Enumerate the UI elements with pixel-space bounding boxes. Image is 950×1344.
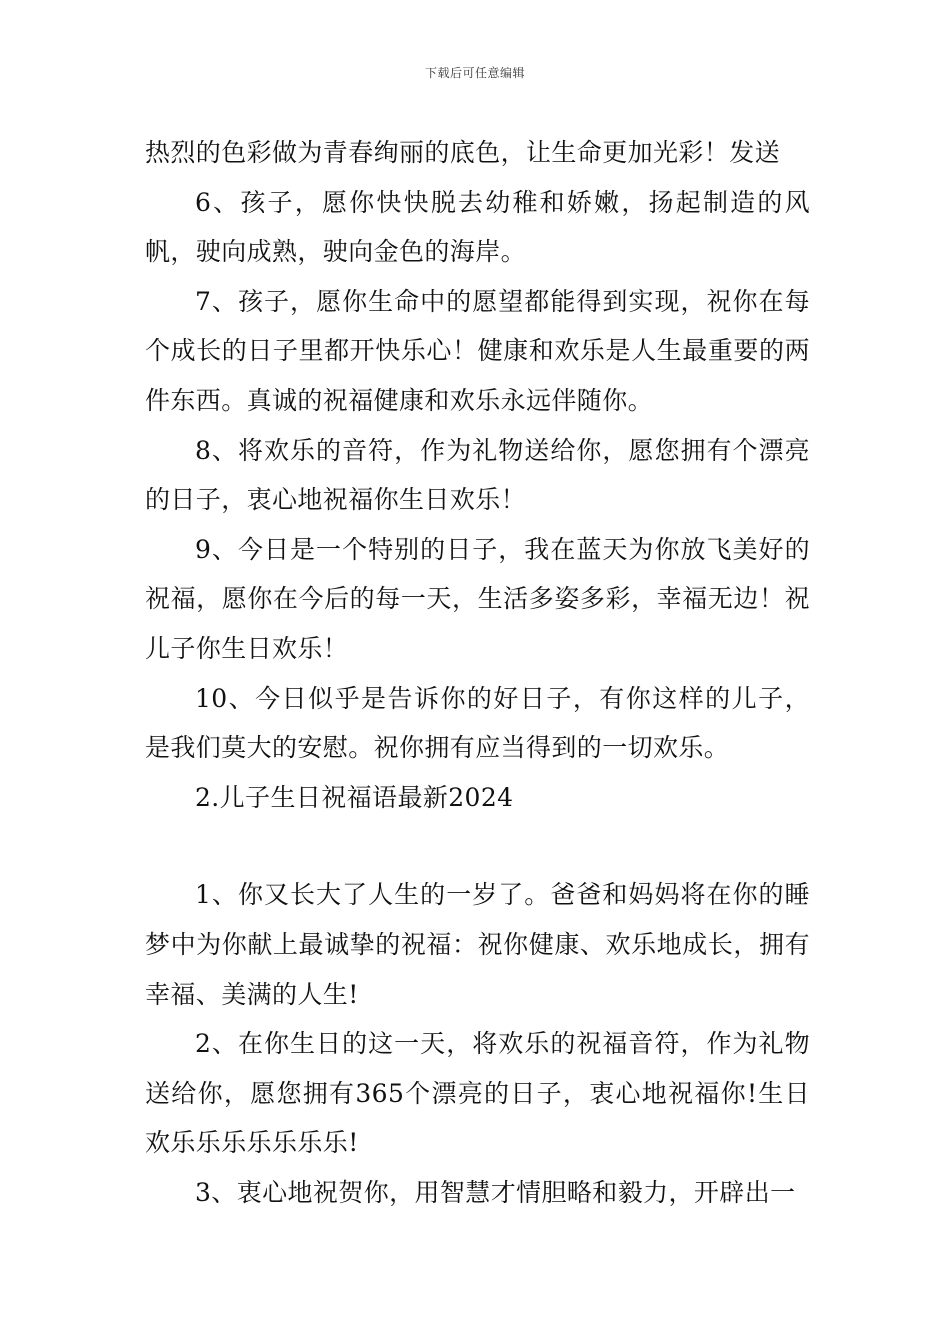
paragraph-item-1: 1、你又长大了人生的一岁了。爸爸和妈妈将在你的睡梦中为你献上最诚挚的祝福：祝你健康、欢乐地成长，拥有幸福、美满的人生! [145,880,810,1009]
paragraph-item-2: 2、在你生日的这一天，将欢乐的祝福音符，作为礼物送给你，愿您拥有365个漂亮的日子，衷心地祝福你!生日欢乐乐乐乐乐乐乐! [145,1029,810,1158]
paragraph-continuation: 热烈的色彩做为青春绚丽的底色，让生命更加光彩！发送 [145,138,781,167]
page-header: 下载后可任意编辑 [424,66,525,80]
section-gap [145,822,810,870]
paragraph-item-10: 10、今日似乎是告诉你的好日子，有你这样的儿子，是我们莫大的安慰。祝你拥有应当得到的一切欢乐。 [145,683,810,763]
section-heading: 2.儿子生日祝福语最新2024 [195,782,514,812]
paragraph-item-3: 3、衷心地祝贺你，用智慧才情胆略和毅力，开辟出一 [195,1177,796,1207]
paragraph-item-8: 8、将欢乐的音符，作为礼物送给你，愿您拥有个漂亮的日子，衷心地祝福你生日欢乐！ [145,435,810,515]
paragraph-item-6: 6、孩子，愿你快快脱去幼稚和娇嫩，扬起制造的风帆，驶向成熟，驶向金色的海岸。 [145,187,810,267]
document-body [145,128,810,1217]
paragraph-item-9: 9、今日是一个特别的日子，我在蓝天为你放飞美好的祝福，愿你在今后的每一天，生活多姿多彩，幸福无边！祝儿子你生日欢乐！ [145,534,810,663]
paragraph-item-7: 7、孩子，愿你生命中的愿望都能得到实现，祝你在每个成长的日子里都开快乐心！健康和欢乐是人生最重要的两件东西。真诚的祝福健康和欢乐永远伴随你。 [145,286,810,415]
